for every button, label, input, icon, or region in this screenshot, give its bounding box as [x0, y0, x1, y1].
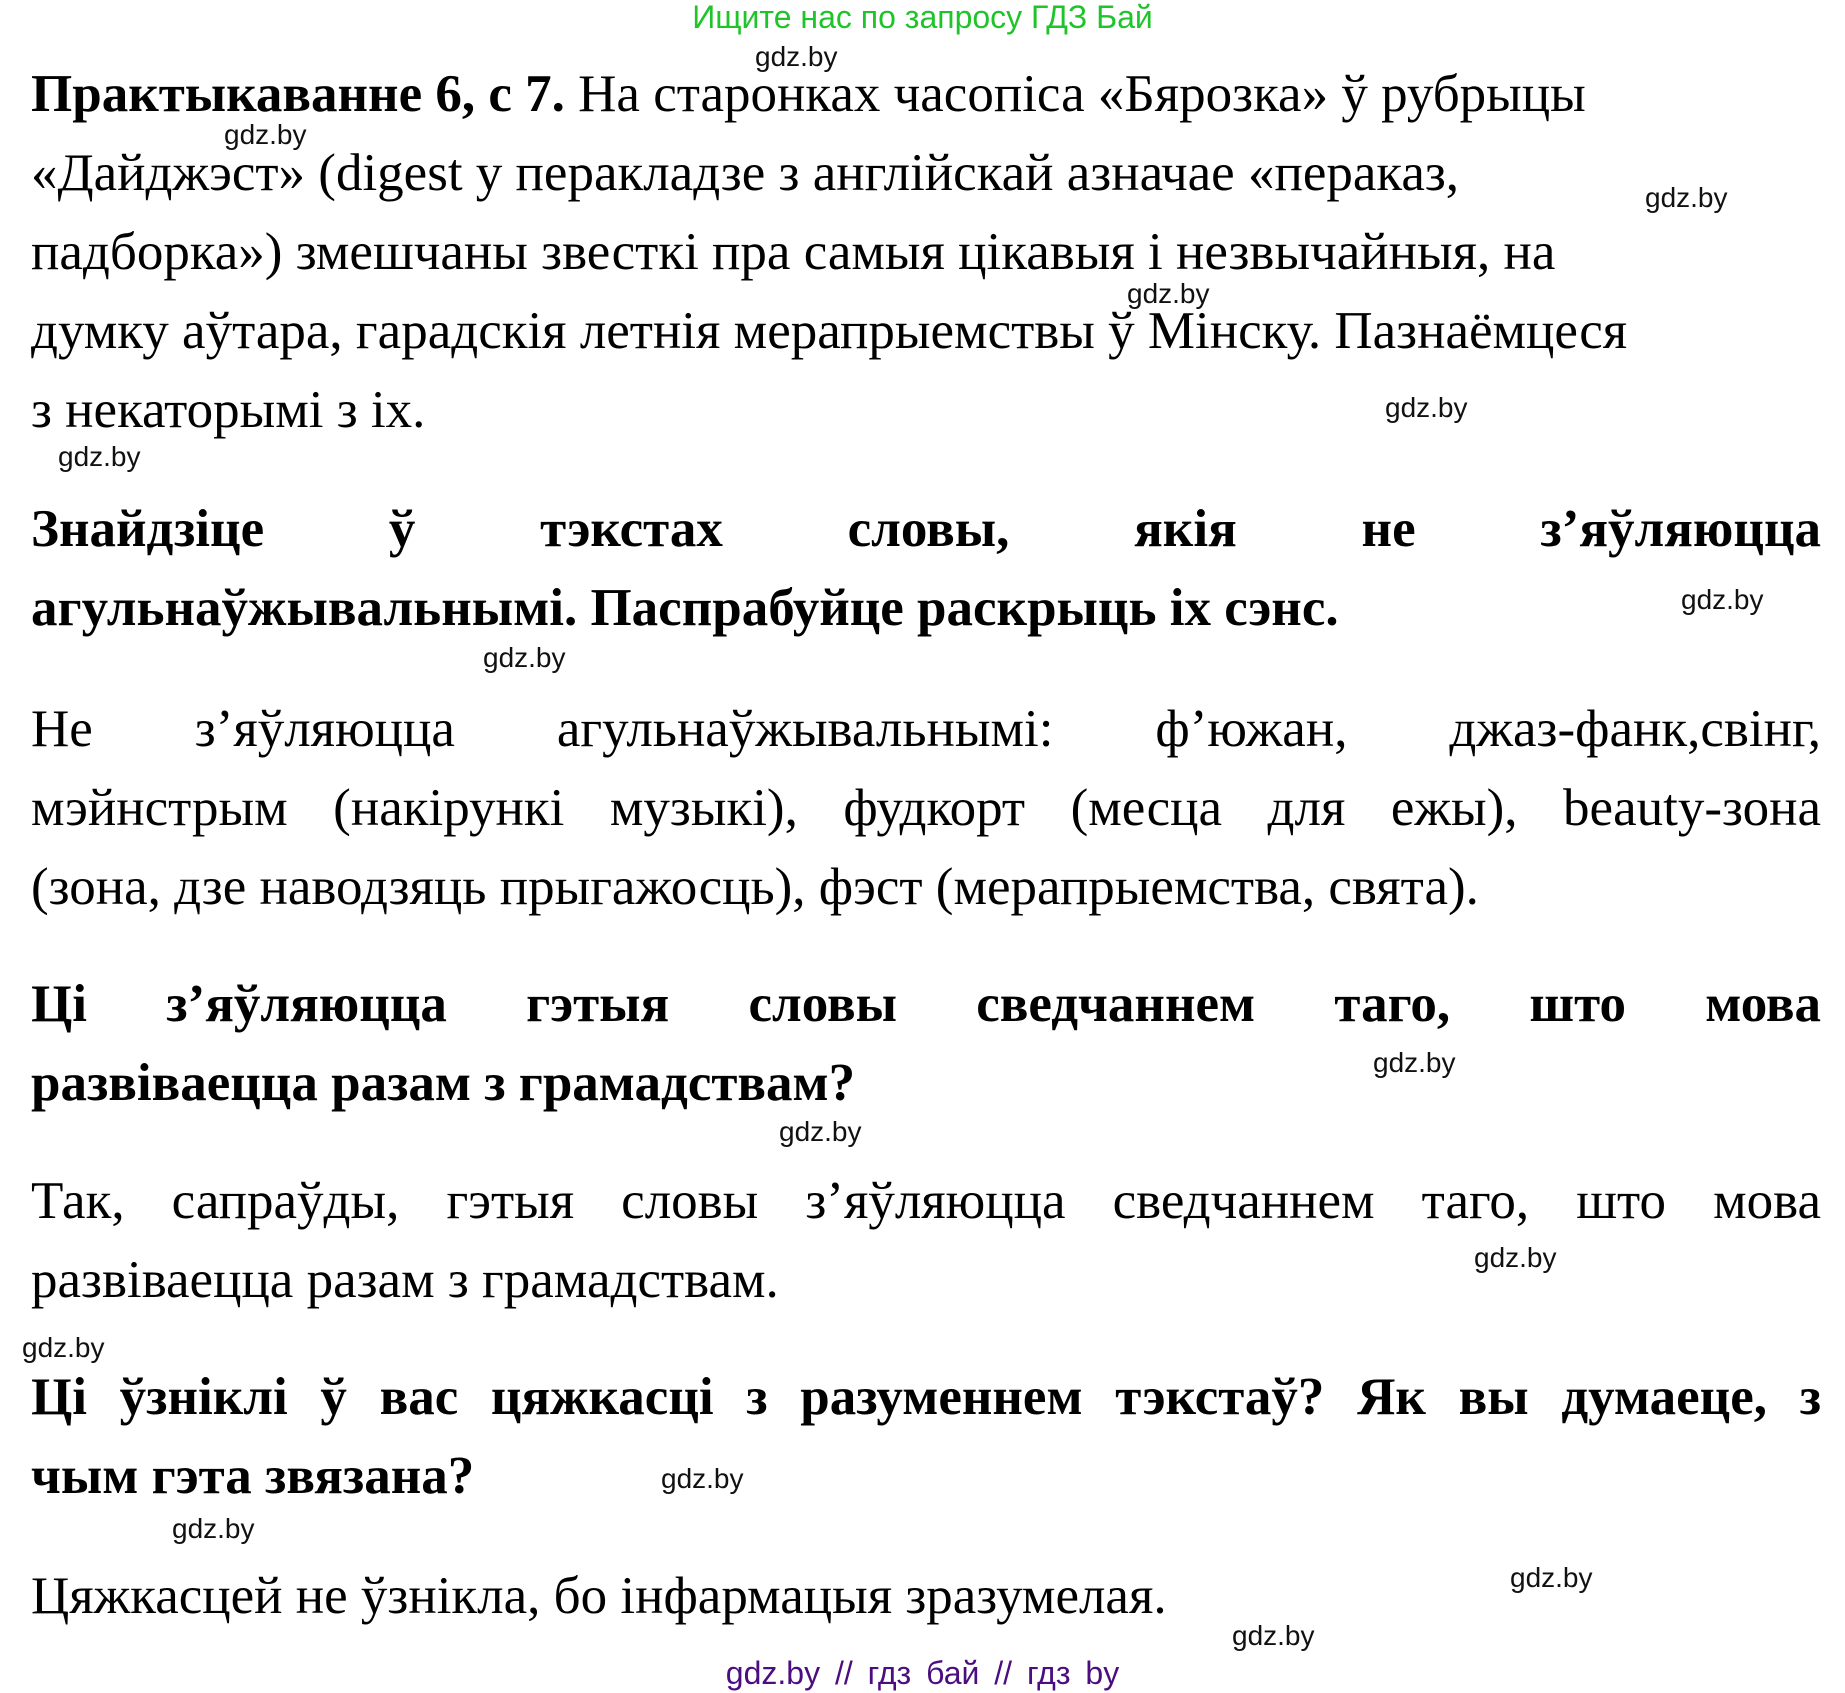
watermark: gdz.by [1510, 1562, 1593, 1593]
answer-line: мэйнстрым (накірункі музыкі), фудкорт (месца для ежы), beauty-зона [31, 779, 1821, 837]
search-banner: Ищите нас по запросу ГДЗ Бай [692, 0, 1153, 35]
watermark: gdz.by [1232, 1620, 1315, 1651]
question-1 [31, 490, 1821, 648]
answer-line: (зона, дзе наводзяць прыгажосць), фэст (мерапрыемства, свята). [31, 858, 1479, 916]
intro-line: падборка») змешчаны звесткі пра самыя цікавыя і незвычайныя, на [31, 223, 1556, 281]
answer-line: Цяжкасцей не ўзнікла, бо інфармацыя зразумелая. [31, 1567, 1167, 1625]
question-line: Знайдзіце ў тэкстах словы, якія не з’яўляюцца [31, 500, 1821, 558]
watermark: gdz.by [1681, 584, 1764, 615]
watermark: gdz.by [755, 41, 838, 72]
watermark: gdz.by [661, 1463, 744, 1494]
answer-line: Не з’яўляюцца агульнаўжывальнымі: ф’южан, джаз-фанк,свінг, [31, 700, 1821, 758]
question-line: агульнаўжывальнымі. Паспрабуйце раскрыць іх сэнс. [31, 579, 1339, 637]
watermark: gdz.by [1373, 1047, 1456, 1078]
intro-line: На старонках часопіса «Бярозка» ў рубрыцы [564, 65, 1586, 123]
answer-line: развіваецца разам з грамадствам. [31, 1251, 779, 1309]
watermark: gdz.by [779, 1116, 862, 1147]
exercise-title: Практыкаванне 6, с 7. [31, 65, 565, 123]
intro-line: думку аўтара, гарадскія летнія мерапрыемствы ў Мінску. Пазнаёмцеся [31, 302, 1628, 360]
answer-line: Так, сапраўды, гэтыя словы з’яўляюцца сведчаннем таго, што мова [31, 1172, 1821, 1230]
watermark: gdz.by [483, 642, 566, 673]
question-line: чым гэта звязана? [31, 1447, 475, 1505]
question-line: Ці з’яўляюцца гэтыя словы сведчаннем таго, што мова [31, 975, 1821, 1033]
watermark: gdz.by [224, 119, 307, 150]
exercise-intro [31, 55, 1821, 450]
question-line: развіваецца разам з грамадствам? [31, 1054, 856, 1112]
question-3 [31, 1358, 1821, 1516]
footer-links: gdz.by // гдз бай // гдз by [725, 1655, 1120, 1691]
watermark: gdz.by [1127, 278, 1210, 309]
answer-1 [31, 690, 1821, 927]
question-line: Ці ўзніклі ў вас цяжкасці з разуменнем тэкстаў? Як вы думаеце, з [31, 1368, 1821, 1426]
intro-line: «Дайджэст» (digest у перакладзе з англійскай азначае «пераказ, [31, 144, 1460, 202]
question-2 [31, 965, 1821, 1123]
watermark: gdz.by [1474, 1242, 1557, 1273]
answer-2 [31, 1162, 1821, 1320]
watermark: gdz.by [22, 1332, 105, 1363]
watermark: gdz.by [1645, 182, 1728, 213]
watermark: gdz.by [58, 441, 141, 472]
intro-line: з некаторымі з іх. [31, 381, 426, 439]
watermark: gdz.by [172, 1513, 255, 1544]
watermark: gdz.by [1385, 392, 1468, 423]
